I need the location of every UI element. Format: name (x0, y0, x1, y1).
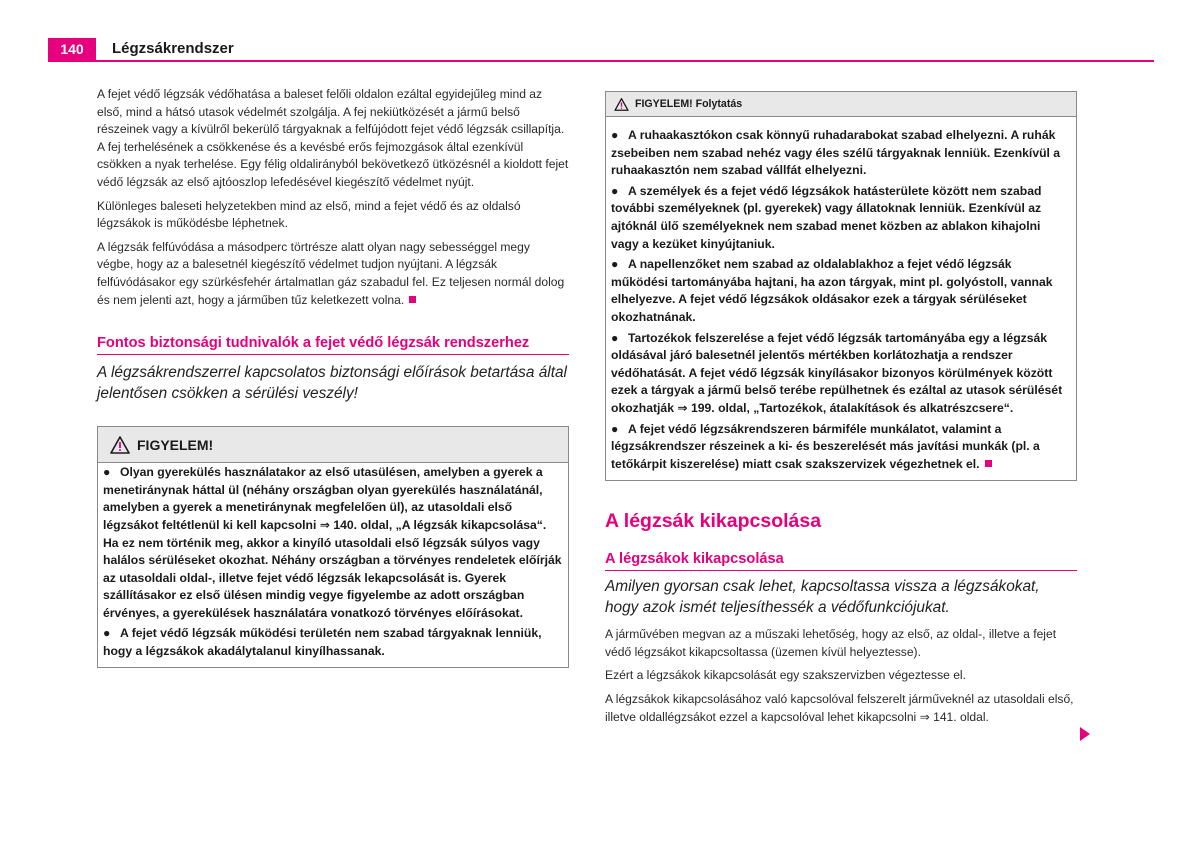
warning-item-text: A ruhaakasztókon csak könnyű ruhadarabokat szabad elhelyezni. A ruhák zsebeiben nem szabad nehéz vagy éles szélű tárgyaknak lenniük. Ezenkívül a ruhaakasztón nem szabad vállfát elhelyezni. (611, 128, 1061, 178)
continue-arrow-icon (1080, 727, 1090, 741)
page-number: 140 (48, 38, 96, 62)
bullet-icon: ● (611, 421, 619, 436)
warning-item (611, 256, 1070, 326)
warning-box (97, 426, 569, 668)
end-of-section-icon (409, 296, 416, 303)
warning-item-text: A fejet védő légzsákrendszeren bármiféle munkálatot, valamint a légzsákrendszer részeinek a ki- és beszerelését más javítási munkák (pl. a tetőkárpit kiszerelése) miatt csak szakszervizek végezhetnek el. (611, 421, 1040, 471)
warning-item-text: Tartozékok felszerelése a fejet védő légzsák tartományába egy a légzsák oldásával járó balesetnél jelentős mértékben korlátozhatja a rendszer védőhatását. A fejet védő légzsák kinyílásakor bizonyos körülmények között ezek a tárgyak a jármű belső terébe repülhetnek és ezáltal az utasok sérülését okozhatják ⇒ 199. oldal, „Tartozékok, átalakítások és alkatrészcsere“. (611, 330, 1063, 415)
chapter-title: Légzsákrendszer (112, 40, 234, 57)
warning-triangle-icon (614, 98, 629, 111)
bullet-icon: ● (611, 257, 619, 272)
warning-body (606, 117, 1076, 480)
section-subheading: A légzsákok kikapcsolása (605, 549, 1077, 571)
header-rule (48, 60, 1154, 62)
warning-item (611, 421, 1070, 474)
lead-text: A légzsákrendszerrel kapcsolatos biztonsági előírások betartása által jelentősen csökken a sérülési veszély! (97, 364, 567, 403)
left-column (97, 86, 569, 668)
warning-header (606, 92, 1076, 117)
warning-header (98, 427, 568, 463)
body-paragraph (97, 239, 569, 309)
warning-title: FIGYELEM! (137, 436, 214, 453)
right-column (605, 91, 1077, 732)
warning-triangle-icon (110, 436, 130, 454)
warning-item (611, 330, 1070, 418)
warning-item (103, 625, 562, 660)
warning-item-text: Olyan gyerekülés használatakor az első utasülésen, amelyben a gyerek a menetiránynak háttal ül (néhány országban olyan gyerekülés használatánál, amelyben a gyerek a menetiránynak megfelelően ül), az utasoldali első légzsákot feltétlenül ki kell kapcsolni ⇒ 140. oldal, „A légzsák kikapcsolása“. Ha ez nem történik meg, akkor a kinyíló utasoldali első légzsák súlyos vagy halálos sérüléseket okozhat. Néhány országban a törvényes rendeletek előírják az utasoldali oldal-, illetve fejet védő légzsák lekapcsolását is. Gyerek szállításakor ez első ülésen mindig vegye figyelembe az adott országban érvényes, a gyerekülések használatára vonatkozó törvényes előírásokat. (103, 465, 562, 620)
warning-title: FIGYELEM! Folytatás (635, 98, 743, 110)
body-paragraph: A fejet védő légzsák védőhatása a baleset felőli oldalon ezáltal egyidejűleg mind az első, mind a hátsó utasok védelmét szolgálja. A fej nekiütközését a jármű belső részeinek vagy a kívülről bekerülő tárgyaknak a felfújódott fejet védő légzsák csillapítja. A fej terhelésének a csökkenése és a kevésbé erős fejmozgások által ezenkívül csökken a nyak terhelése. Egy félig oldalirányból bekövetkező ütközésnél a kioldott fejet védő légzsák az első ajtóoszlop lefedésével kiegészítő védelmet nyújt. (97, 87, 569, 189)
page-header (48, 38, 1154, 62)
warning-item (103, 464, 562, 622)
section-subheading: Fontos biztonsági tudnivalók a fejet védő légzsák rendszerhez (97, 333, 569, 355)
body-paragraph: Különleges baleseti helyzetekben mind az első, mind a fejet védő és az oldalsó légzsákok is működésbe léphetnek. (97, 198, 521, 231)
body-paragraph: A járművében megvan az a műszaki lehetőség, hogy az első, az oldal-, illetve a fejet védő légzsákot kikapcsoltassa (üzemen kívül helyeztesse). (605, 627, 1057, 659)
warning-item-text: A napellenzőket nem szabad az oldalablakhoz a fejet védő légzsák működési tartományába hajtani, ha azon tárgyak, mint pl. golyóstoll, vannak elhelyezve. A fejet védő légzsákok oldásakor ezek a tárgyak sérüléseket okozhatnának. (611, 257, 1053, 324)
warning-item (611, 183, 1070, 253)
end-of-section-icon (985, 460, 992, 467)
warning-box-continued (605, 91, 1077, 481)
body-paragraph-text: A légzsák felfúvódása a másodperc törtrésze alatt olyan nagy sebességgel megy végbe, hogy az a balesetnél kiegészítő védelmet tudjon nyújtani. A légzsák felfúvódásakor egy szürkésfehér ártalmatlan gáz szabadul fel. Ez teljesen normál dolog és nem jelenti azt, hogy a járműben tűz keletkezett volna. (97, 239, 565, 307)
section-heading: A légzsák kikapcsolása (605, 510, 822, 533)
bullet-icon: ● (611, 128, 619, 142)
bullet-icon: ● (611, 183, 619, 198)
lead-text: Amilyen gyorsan csak lehet, kapcsoltassa vissza a légzsákokat, hogy azok ismét teljesíthessék a védőfunkciójukat. (605, 578, 1040, 617)
warning-item (611, 127, 1070, 180)
warning-body (98, 463, 568, 667)
warning-item-text: A személyek és a fejet védő légzsákok hatásterülete között nem szabad további személyeknek (pl. gyerekek) vagy állatoknak lenniük. Ezenkívül az ajtóknál ülő személyeknek nem szabad menet közben az ablakon kihajolni vagy a kezüket kinyújtaniuk. (611, 183, 1042, 251)
bullet-icon: ● (103, 465, 111, 480)
body-paragraph: Ezért a légzsákok kikapcsolását egy szakszervizben végeztesse el. (605, 668, 966, 683)
warning-item-text: A fejet védő légzsák működési területén nem szabad tárgyaknak lenniük, hogy a légzsákok akadálytalanul kinyílhassanak. (103, 626, 542, 659)
body-paragraph: A légzsákok kikapcsolásához való kapcsolóval felszerelt járműveknél az utasoldali első, illetve oldallégzsákot ezzel a kapcsolóval lehet kikapcsolni ⇒ 141. oldal. (605, 692, 1074, 724)
bullet-icon: ● (611, 330, 619, 345)
bullet-icon: ● (103, 626, 111, 641)
